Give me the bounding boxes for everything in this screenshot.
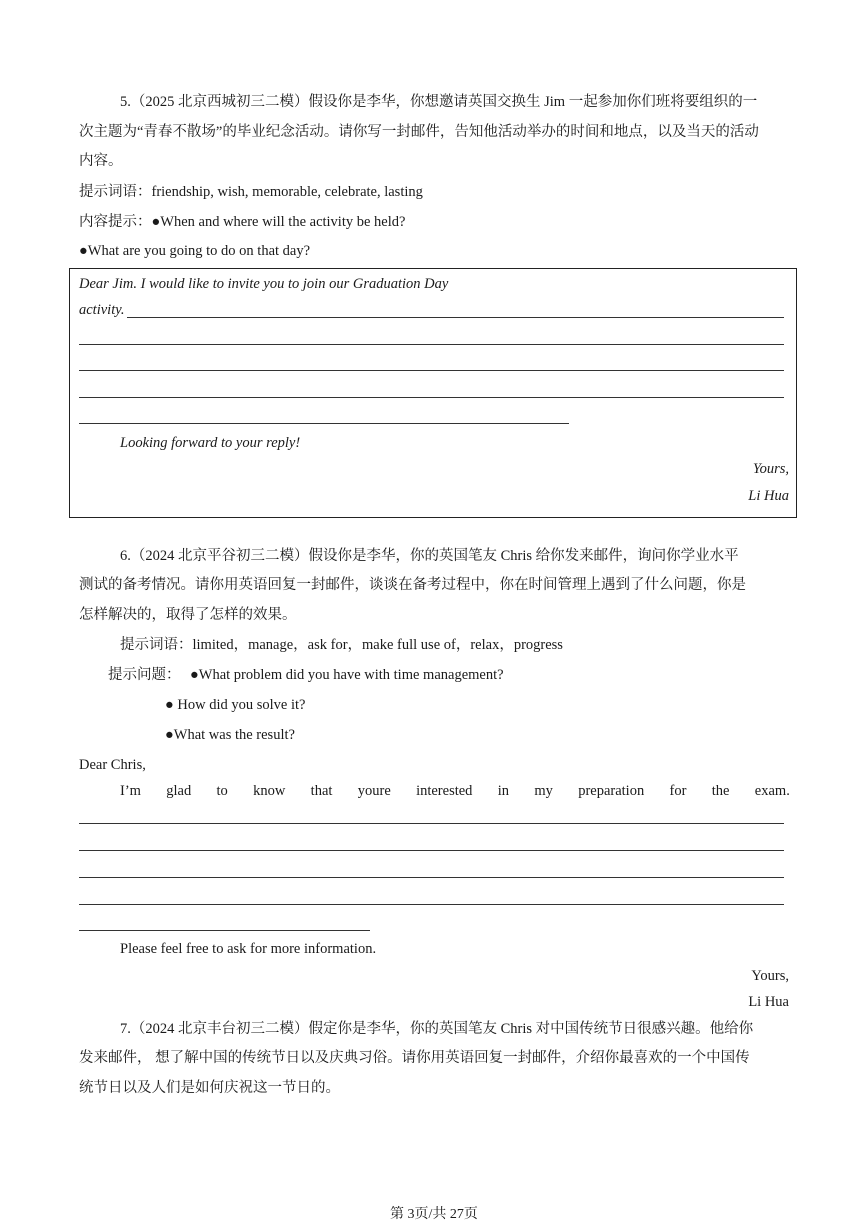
- q6-opening-word: glad: [166, 783, 192, 799]
- q5-box-opening-line2: activity.: [79, 302, 125, 318]
- q7-prompt-line1: 7.（2024 北京丰台初三二模）假定你是李华，你的英国笔友 Chris 对中国传统节日很感兴趣。他给你: [120, 1021, 754, 1037]
- q5-box-closing: Looking forward to your reply!: [120, 435, 301, 451]
- q5-writing-line: [79, 344, 784, 345]
- q7-prompt-line2: 发来邮件， 想了解中国的传统节日以及庆典习俗。请你用英语回复一封邮件，介绍你最喜欢的一个中国传: [79, 1050, 750, 1066]
- q6-hint-question-1: ●What problem did you have with time management?: [190, 667, 504, 683]
- q6-hint-words: 提示词语：limited，manage，ask for，make full use of，relax，progress: [120, 637, 563, 653]
- q6-closing: Please feel free to ask for more information.: [120, 941, 377, 957]
- q6-opening-word: my: [534, 783, 553, 799]
- q6-yours: Yours,: [751, 968, 789, 984]
- q6-opening-word: I’m: [120, 783, 141, 799]
- q6-writing-line: [79, 823, 784, 824]
- q5-content-hint: 内容提示：●When and where will the activity be held?: [79, 214, 406, 230]
- q5-hint-words: 提示词语：friendship, wish, memorable, celebrate, lasting: [79, 184, 423, 200]
- q6-opening-word: in: [497, 783, 510, 799]
- q5-prompt-line2: 次主题为“青春不散场”的毕业纪念活动。请你写一封邮件，告知他活动举办的时间和地点，以及当天的活动: [79, 124, 759, 140]
- q6-opening-word: preparation: [578, 783, 645, 799]
- page-number: 第 3页/共 27页: [390, 1207, 478, 1222]
- q6-signature: Li Hua: [748, 994, 789, 1010]
- q5-box-signature: Li Hua: [748, 488, 789, 504]
- q6-hint-questions-label: 提示问题：: [108, 667, 181, 683]
- q5-writing-line: [127, 317, 784, 318]
- q5-prompt-line3: 内容。: [79, 153, 123, 169]
- q6-writing-line: [79, 850, 784, 851]
- q6-opening-word: that: [310, 783, 333, 799]
- q6-opening-word: know: [253, 783, 286, 799]
- q6-opening-word: to: [216, 783, 228, 799]
- q5-writing-line: [79, 423, 569, 424]
- q6-opening-word: exam.: [754, 783, 790, 799]
- q6-hint-question-3: ●What was the result?: [165, 727, 295, 743]
- q6-writing-line: [79, 877, 784, 878]
- q6-opening-word: interested: [416, 783, 473, 799]
- q5-content-hint-2: ●What are you going to do on that day?: [79, 243, 311, 259]
- q7-prompt-line3: 统节日以及人们是如何庆祝这一节日的。: [79, 1080, 340, 1096]
- q5-prompt-line1: 5.（2025 北京西城初三二模）假设你是李华，你想邀请英国交换生 Jim 一起参加你们班将要组织的一: [120, 94, 758, 110]
- q5-answer-box: [69, 268, 797, 518]
- q5-writing-line: [79, 397, 784, 398]
- q5-box-yours: Yours,: [752, 461, 789, 477]
- q6-opening-word: for: [669, 783, 687, 799]
- q6-hint-question-2: ● How did you solve it?: [165, 697, 306, 713]
- q6-prompt-line3: 怎样解决的，取得了怎样的效果。: [79, 607, 297, 623]
- q5-writing-line: [79, 370, 784, 371]
- q6-prompt-line2: 测试的备考情况。请你用英语回复一封邮件，谈谈在备考过程中，你在时间管理上遇到了什么问题，你是: [79, 577, 746, 593]
- q6-salutation: Dear Chris,: [79, 757, 146, 773]
- q6-prompt-line1: 6.（2024 北京平谷初三二模）假设你是李华，你的英国笔友 Chris 给你发来邮件，询问你学业水平: [120, 548, 739, 564]
- q6-writing-line: [79, 930, 370, 931]
- q6-writing-line: [79, 904, 784, 905]
- q6-opening-word: youre: [357, 783, 391, 799]
- q6-opening-word: the: [711, 783, 730, 799]
- q6-opening-sentence: [120, 781, 790, 801]
- q5-box-opening-line1: Dear Jim. I would like to invite you to join our Graduation Day: [79, 276, 449, 292]
